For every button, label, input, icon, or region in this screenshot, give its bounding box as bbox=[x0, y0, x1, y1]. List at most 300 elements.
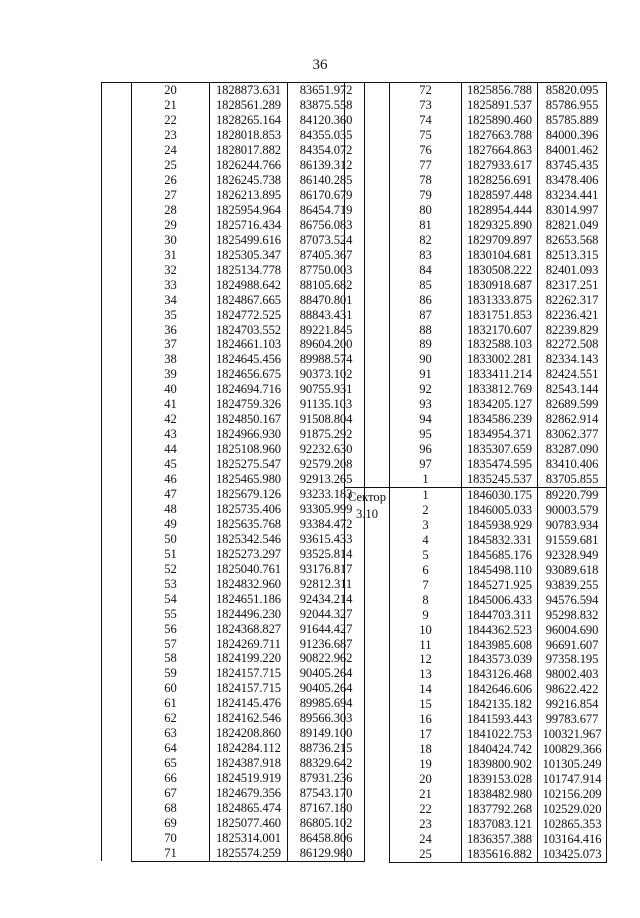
point-number: 26 bbox=[132, 173, 210, 188]
coord-y: 98622.422 bbox=[538, 682, 607, 697]
coord-y: 88843.431 bbox=[288, 307, 365, 322]
coord-y: 89985.694 bbox=[288, 696, 365, 711]
table-row bbox=[102, 711, 365, 726]
coord-y: 83287.090 bbox=[538, 442, 607, 457]
table-row bbox=[102, 666, 365, 681]
coord-x: 1830508.222 bbox=[462, 262, 538, 277]
point-number: 69 bbox=[132, 816, 210, 831]
coord-y: 94576.594 bbox=[538, 592, 607, 607]
table-row bbox=[102, 457, 365, 472]
coord-x: 1824867.665 bbox=[210, 292, 288, 307]
table-row bbox=[102, 562, 365, 577]
coord-x: 1824208.860 bbox=[210, 726, 288, 741]
coord-x: 1828597.448 bbox=[462, 188, 538, 203]
coord-y: 84000.396 bbox=[538, 128, 607, 143]
coord-y: 82262.317 bbox=[538, 292, 607, 307]
coord-y: 93176.817 bbox=[288, 562, 365, 577]
coord-y: 96691.607 bbox=[538, 637, 607, 652]
coord-x: 1843985.608 bbox=[462, 637, 538, 652]
coord-y: 90003.579 bbox=[538, 503, 607, 518]
coord-y: 86454.719 bbox=[288, 203, 365, 218]
table-row bbox=[102, 173, 365, 188]
coord-x: 1825574.259 bbox=[210, 846, 288, 861]
coord-y: 91875.292 bbox=[288, 427, 365, 442]
coord-x: 1824988.642 bbox=[210, 277, 288, 292]
coord-x: 1825108.960 bbox=[210, 442, 288, 457]
point-number: 21 bbox=[132, 98, 210, 113]
table-row bbox=[102, 233, 365, 248]
table-row bbox=[102, 322, 365, 337]
coord-y: 85786.955 bbox=[538, 98, 607, 113]
coord-y: 93839.255 bbox=[538, 577, 607, 592]
coord-y: 101747.914 bbox=[538, 772, 607, 787]
coord-y: 82543.144 bbox=[538, 382, 607, 397]
coord-x: 1824966.930 bbox=[210, 427, 288, 442]
coord-y: 83014.997 bbox=[538, 203, 607, 218]
point-number: 1 bbox=[390, 487, 462, 502]
table-row bbox=[102, 502, 365, 517]
coord-y: 86756.083 bbox=[288, 218, 365, 233]
coord-x: 1833812.769 bbox=[462, 382, 538, 397]
table-row bbox=[102, 397, 365, 412]
coord-x: 1838482.980 bbox=[462, 787, 538, 802]
coord-y: 85785.889 bbox=[538, 113, 607, 128]
sector-label: Сектор bbox=[347, 489, 387, 504]
point-number: 14 bbox=[390, 682, 462, 697]
point-number: 27 bbox=[132, 188, 210, 203]
coord-x: 1829709.897 bbox=[462, 233, 538, 248]
coord-y: 93615.433 bbox=[288, 532, 365, 547]
table-row bbox=[102, 816, 365, 831]
table-row bbox=[102, 726, 365, 741]
coord-x: 1824661.103 bbox=[210, 337, 288, 352]
point-number: 46 bbox=[132, 472, 210, 487]
coord-y: 82653.568 bbox=[538, 233, 607, 248]
table-row bbox=[102, 427, 365, 442]
coord-x: 1824284.112 bbox=[210, 741, 288, 756]
coord-y: 83705.855 bbox=[538, 472, 607, 487]
point-number: 18 bbox=[390, 742, 462, 757]
coord-x: 1845938.929 bbox=[462, 518, 538, 533]
point-number: 22 bbox=[390, 802, 462, 817]
coord-x: 1841022.753 bbox=[462, 727, 538, 742]
point-number: 53 bbox=[132, 576, 210, 591]
point-number: 68 bbox=[132, 801, 210, 816]
point-number: 52 bbox=[132, 562, 210, 577]
coord-x: 1845685.176 bbox=[462, 548, 538, 563]
coord-y: 90822.962 bbox=[288, 651, 365, 666]
table-row bbox=[102, 412, 365, 427]
point-number: 78 bbox=[390, 173, 462, 188]
table-row bbox=[102, 756, 365, 771]
point-number: 95 bbox=[390, 427, 462, 442]
coord-x: 1825856.788 bbox=[462, 83, 538, 98]
point-number: 33 bbox=[132, 277, 210, 292]
coord-x: 1825891.537 bbox=[462, 98, 538, 113]
point-number: 58 bbox=[132, 651, 210, 666]
point-number: 9 bbox=[390, 607, 462, 622]
coord-x: 1824519.919 bbox=[210, 771, 288, 786]
sector-cell bbox=[345, 83, 390, 488]
coord-x: 1825679.126 bbox=[210, 487, 288, 502]
point-number: 6 bbox=[390, 563, 462, 578]
table-row bbox=[102, 621, 365, 636]
coord-y: 98002.403 bbox=[538, 667, 607, 682]
coord-y: 83234.441 bbox=[538, 188, 607, 203]
coord-x: 1845832.331 bbox=[462, 533, 538, 548]
point-number: 29 bbox=[132, 218, 210, 233]
table-row bbox=[102, 247, 365, 262]
table-row bbox=[102, 262, 365, 277]
coord-x: 1828873.631 bbox=[210, 83, 288, 98]
coord-x: 1825275.547 bbox=[210, 457, 288, 472]
point-number: 82 bbox=[390, 233, 462, 248]
point-number: 55 bbox=[132, 606, 210, 621]
coord-y: 88329.642 bbox=[288, 756, 365, 771]
coord-x: 1839153.028 bbox=[462, 772, 538, 787]
point-number: 57 bbox=[132, 636, 210, 651]
table-row bbox=[102, 158, 365, 173]
point-number: 97 bbox=[390, 457, 462, 472]
coord-x: 1832170.607 bbox=[462, 322, 538, 337]
coord-x: 1843573.039 bbox=[462, 652, 538, 667]
table-row bbox=[102, 143, 365, 158]
point-number: 49 bbox=[132, 517, 210, 532]
point-number: 54 bbox=[132, 591, 210, 606]
coord-x: 1846030.175 bbox=[462, 487, 538, 502]
point-number: 88 bbox=[390, 322, 462, 337]
table-row bbox=[102, 547, 365, 562]
point-number: 93 bbox=[390, 397, 462, 412]
coord-x: 1824145.476 bbox=[210, 696, 288, 711]
coord-y: 91508.804 bbox=[288, 412, 365, 427]
point-number: 43 bbox=[132, 427, 210, 442]
point-number: 21 bbox=[390, 787, 462, 802]
point-number: 70 bbox=[132, 831, 210, 846]
point-number: 76 bbox=[390, 143, 462, 158]
coord-y: 85820.095 bbox=[538, 83, 607, 98]
table-row bbox=[102, 517, 365, 532]
coord-x: 1824832.960 bbox=[210, 576, 288, 591]
coord-y: 103425.073 bbox=[538, 847, 607, 862]
table-row bbox=[102, 113, 365, 128]
point-number: 24 bbox=[390, 832, 462, 847]
point-number: 24 bbox=[132, 143, 210, 158]
coord-y: 89220.799 bbox=[538, 487, 607, 502]
point-number: 86 bbox=[390, 292, 462, 307]
table-row bbox=[102, 576, 365, 591]
coord-x: 1846005.033 bbox=[462, 503, 538, 518]
point-number: 34 bbox=[132, 292, 210, 307]
coord-x: 1834586.239 bbox=[462, 412, 538, 427]
point-number: 20 bbox=[390, 772, 462, 787]
coord-x: 1824850.167 bbox=[210, 412, 288, 427]
coord-y: 90755.931 bbox=[288, 382, 365, 397]
coord-x: 1829325.890 bbox=[462, 218, 538, 233]
table-row bbox=[102, 831, 365, 846]
coord-y: 82334.143 bbox=[538, 352, 607, 367]
point-number: 25 bbox=[390, 847, 462, 862]
coord-x: 1825635.768 bbox=[210, 517, 288, 532]
coord-x: 1827933.617 bbox=[462, 158, 538, 173]
coord-x: 1845498.110 bbox=[462, 563, 538, 578]
point-number: 8 bbox=[390, 592, 462, 607]
coord-y: 93525.814 bbox=[288, 547, 365, 562]
coord-x: 1830918.687 bbox=[462, 277, 538, 292]
coord-x: 1825040.761 bbox=[210, 562, 288, 577]
coord-y: 89988.574 bbox=[288, 352, 365, 367]
coord-x: 1824865.474 bbox=[210, 801, 288, 816]
point-number: 41 bbox=[132, 397, 210, 412]
coord-x: 1837083.121 bbox=[462, 817, 538, 832]
coord-y: 103164.416 bbox=[538, 832, 607, 847]
coord-y: 97358.195 bbox=[538, 652, 607, 667]
table-row bbox=[102, 846, 365, 861]
coord-y: 87073.524 bbox=[288, 233, 365, 248]
table-row bbox=[102, 442, 365, 457]
coord-y: 86139.312 bbox=[288, 158, 365, 173]
point-number: 65 bbox=[132, 756, 210, 771]
coord-x: 1844703.311 bbox=[462, 607, 538, 622]
coord-y: 87167.180 bbox=[288, 801, 365, 816]
coord-y: 92913.265 bbox=[288, 472, 365, 487]
point-number: 73 bbox=[390, 98, 462, 113]
table-row bbox=[102, 337, 365, 352]
table-row bbox=[345, 83, 607, 98]
coord-y: 84354.072 bbox=[288, 143, 365, 158]
coord-y: 89604.200 bbox=[288, 337, 365, 352]
point-number: 67 bbox=[132, 786, 210, 801]
coord-y: 92328.949 bbox=[538, 548, 607, 563]
table-row bbox=[102, 771, 365, 786]
coord-x: 1824162.546 bbox=[210, 711, 288, 726]
coord-y: 102865.353 bbox=[538, 817, 607, 832]
point-number: 1 bbox=[390, 472, 462, 487]
coord-y: 92579.208 bbox=[288, 457, 365, 472]
table-row bbox=[102, 203, 365, 218]
coord-y: 82862.914 bbox=[538, 412, 607, 427]
point-number: 44 bbox=[132, 442, 210, 457]
point-number: 28 bbox=[132, 203, 210, 218]
coord-y: 102529.020 bbox=[538, 802, 607, 817]
point-number: 15 bbox=[390, 697, 462, 712]
coord-y: 92434.214 bbox=[288, 591, 365, 606]
coord-x: 1844362.523 bbox=[462, 622, 538, 637]
point-number: 2 bbox=[390, 503, 462, 518]
coord-y: 82236.421 bbox=[538, 307, 607, 322]
coord-x: 1831751.853 bbox=[462, 307, 538, 322]
table-row bbox=[102, 591, 365, 606]
coord-x: 1824157.715 bbox=[210, 681, 288, 696]
coord-y: 83062.377 bbox=[538, 427, 607, 442]
coord-x: 1824199.220 bbox=[210, 651, 288, 666]
coord-y: 86458.806 bbox=[288, 831, 365, 846]
table-row bbox=[102, 382, 365, 397]
coord-x: 1836357.388 bbox=[462, 832, 538, 847]
point-number: 71 bbox=[132, 846, 210, 861]
point-number: 56 bbox=[132, 621, 210, 636]
table-row bbox=[102, 352, 365, 367]
coord-x: 1824656.675 bbox=[210, 367, 288, 382]
point-number: 80 bbox=[390, 203, 462, 218]
point-number: 83 bbox=[390, 247, 462, 262]
coord-x: 1834954.371 bbox=[462, 427, 538, 442]
coord-y: 91236.687 bbox=[288, 636, 365, 651]
coord-x: 1828018.853 bbox=[210, 128, 288, 143]
coord-x: 1827664.863 bbox=[462, 143, 538, 158]
point-number: 30 bbox=[132, 233, 210, 248]
point-number: 84 bbox=[390, 262, 462, 277]
coord-y: 93384.472 bbox=[288, 517, 365, 532]
point-number: 60 bbox=[132, 681, 210, 696]
point-number: 74 bbox=[390, 113, 462, 128]
coord-y: 92232.630 bbox=[288, 442, 365, 457]
coord-y: 88470.801 bbox=[288, 292, 365, 307]
coord-y: 84355.035 bbox=[288, 128, 365, 143]
point-number: 3 bbox=[390, 518, 462, 533]
table-row bbox=[345, 487, 607, 502]
sector-cell bbox=[102, 83, 132, 862]
point-number: 38 bbox=[132, 352, 210, 367]
coord-y: 89566.303 bbox=[288, 711, 365, 726]
point-number: 85 bbox=[390, 277, 462, 292]
coord-y: 89149.100 bbox=[288, 726, 365, 741]
coord-x: 1842135.182 bbox=[462, 697, 538, 712]
coord-x: 1828265.164 bbox=[210, 113, 288, 128]
point-number: 90 bbox=[390, 352, 462, 367]
coord-x: 1824694.716 bbox=[210, 382, 288, 397]
right-coordinates-table bbox=[344, 82, 607, 863]
coord-x: 1824269.711 bbox=[210, 636, 288, 651]
point-number: 32 bbox=[132, 262, 210, 277]
table-row bbox=[102, 277, 365, 292]
coord-y: 88736.215 bbox=[288, 741, 365, 756]
coord-x: 1834205.127 bbox=[462, 397, 538, 412]
point-number: 89 bbox=[390, 337, 462, 352]
table-row bbox=[102, 636, 365, 651]
coord-x: 1825134.778 bbox=[210, 262, 288, 277]
coord-x: 1824772.525 bbox=[210, 307, 288, 322]
point-number: 36 bbox=[132, 322, 210, 337]
coord-x: 1845006.433 bbox=[462, 592, 538, 607]
point-number: 39 bbox=[132, 367, 210, 382]
point-number: 7 bbox=[390, 577, 462, 592]
coord-y: 87931.236 bbox=[288, 771, 365, 786]
coord-y: 86805.102 bbox=[288, 816, 365, 831]
coord-x: 1842646.606 bbox=[462, 682, 538, 697]
coord-x: 1824387.918 bbox=[210, 756, 288, 771]
point-number: 75 bbox=[390, 128, 462, 143]
point-number: 11 bbox=[390, 637, 462, 652]
table-row bbox=[102, 83, 365, 98]
table-row bbox=[102, 741, 365, 756]
coord-x: 1825716.434 bbox=[210, 218, 288, 233]
point-number: 12 bbox=[390, 652, 462, 667]
coord-x: 1828954.444 bbox=[462, 203, 538, 218]
coord-x: 1825499.616 bbox=[210, 233, 288, 248]
coord-y: 88105.682 bbox=[288, 277, 365, 292]
coord-y: 82513.315 bbox=[538, 247, 607, 262]
coord-x: 1825077.460 bbox=[210, 816, 288, 831]
coord-y: 100321.967 bbox=[538, 727, 607, 742]
point-number: 35 bbox=[132, 307, 210, 322]
page-number: 36 bbox=[312, 57, 328, 73]
coord-x: 1840424.742 bbox=[462, 742, 538, 757]
table-row bbox=[102, 98, 365, 113]
point-number: 17 bbox=[390, 727, 462, 742]
coord-y: 90783.934 bbox=[538, 518, 607, 533]
point-number: 48 bbox=[132, 502, 210, 517]
coord-y: 91135.103 bbox=[288, 397, 365, 412]
coord-y: 99783.677 bbox=[538, 712, 607, 727]
coord-x: 1824157.715 bbox=[210, 666, 288, 681]
point-number: 79 bbox=[390, 188, 462, 203]
coord-y: 102156.209 bbox=[538, 787, 607, 802]
point-number: 87 bbox=[390, 307, 462, 322]
point-number: 92 bbox=[390, 382, 462, 397]
coord-x: 1824759.326 bbox=[210, 397, 288, 412]
point-number: 63 bbox=[132, 726, 210, 741]
coord-y: 82317.251 bbox=[538, 277, 607, 292]
coord-x: 1828017.882 bbox=[210, 143, 288, 158]
table-row bbox=[102, 651, 365, 666]
coord-x: 1824645.456 bbox=[210, 352, 288, 367]
coord-y: 93233.183 bbox=[288, 487, 365, 502]
coord-y: 86170.679 bbox=[288, 188, 365, 203]
point-number: 10 bbox=[390, 622, 462, 637]
coord-y: 82821.049 bbox=[538, 218, 607, 233]
coord-x: 1828256.691 bbox=[462, 173, 538, 188]
point-number: 64 bbox=[132, 741, 210, 756]
coord-x: 1825890.460 bbox=[462, 113, 538, 128]
point-number: 66 bbox=[132, 771, 210, 786]
coord-y: 87543.170 bbox=[288, 786, 365, 801]
coord-x: 1835474.595 bbox=[462, 457, 538, 472]
point-number: 16 bbox=[390, 712, 462, 727]
coord-x: 1826244.766 bbox=[210, 158, 288, 173]
point-number: 20 bbox=[132, 83, 210, 98]
coord-x: 1824651.186 bbox=[210, 591, 288, 606]
coord-y: 93305.999 bbox=[288, 502, 365, 517]
coord-x: 1835307.659 bbox=[462, 442, 538, 457]
coord-y: 92812.311 bbox=[288, 576, 365, 591]
table-row bbox=[102, 681, 365, 696]
coord-x: 1825273.297 bbox=[210, 547, 288, 562]
coord-x: 1837792.268 bbox=[462, 802, 538, 817]
coord-x: 1826245.738 bbox=[210, 173, 288, 188]
coord-x: 1824496.230 bbox=[210, 606, 288, 621]
table-row bbox=[102, 532, 365, 547]
coord-x: 1824703.552 bbox=[210, 322, 288, 337]
coord-x: 1824679.356 bbox=[210, 786, 288, 801]
coord-x: 1828561.289 bbox=[210, 98, 288, 113]
table-row bbox=[102, 696, 365, 711]
table-row bbox=[102, 606, 365, 621]
point-number: 96 bbox=[390, 442, 462, 457]
coord-y: 83410.406 bbox=[538, 457, 607, 472]
coord-x: 1835245.537 bbox=[462, 472, 538, 487]
sector-code: 3.10 bbox=[355, 506, 379, 521]
point-number: 59 bbox=[132, 666, 210, 681]
coord-x: 1839800.902 bbox=[462, 757, 538, 772]
coord-x: 1825465.980 bbox=[210, 472, 288, 487]
coord-y: 90405.264 bbox=[288, 666, 365, 681]
table-row bbox=[102, 128, 365, 143]
left-coordinates-table bbox=[101, 82, 365, 862]
point-number: 13 bbox=[390, 667, 462, 682]
coord-y: 83478.406 bbox=[538, 173, 607, 188]
coord-y: 84120.360 bbox=[288, 113, 365, 128]
